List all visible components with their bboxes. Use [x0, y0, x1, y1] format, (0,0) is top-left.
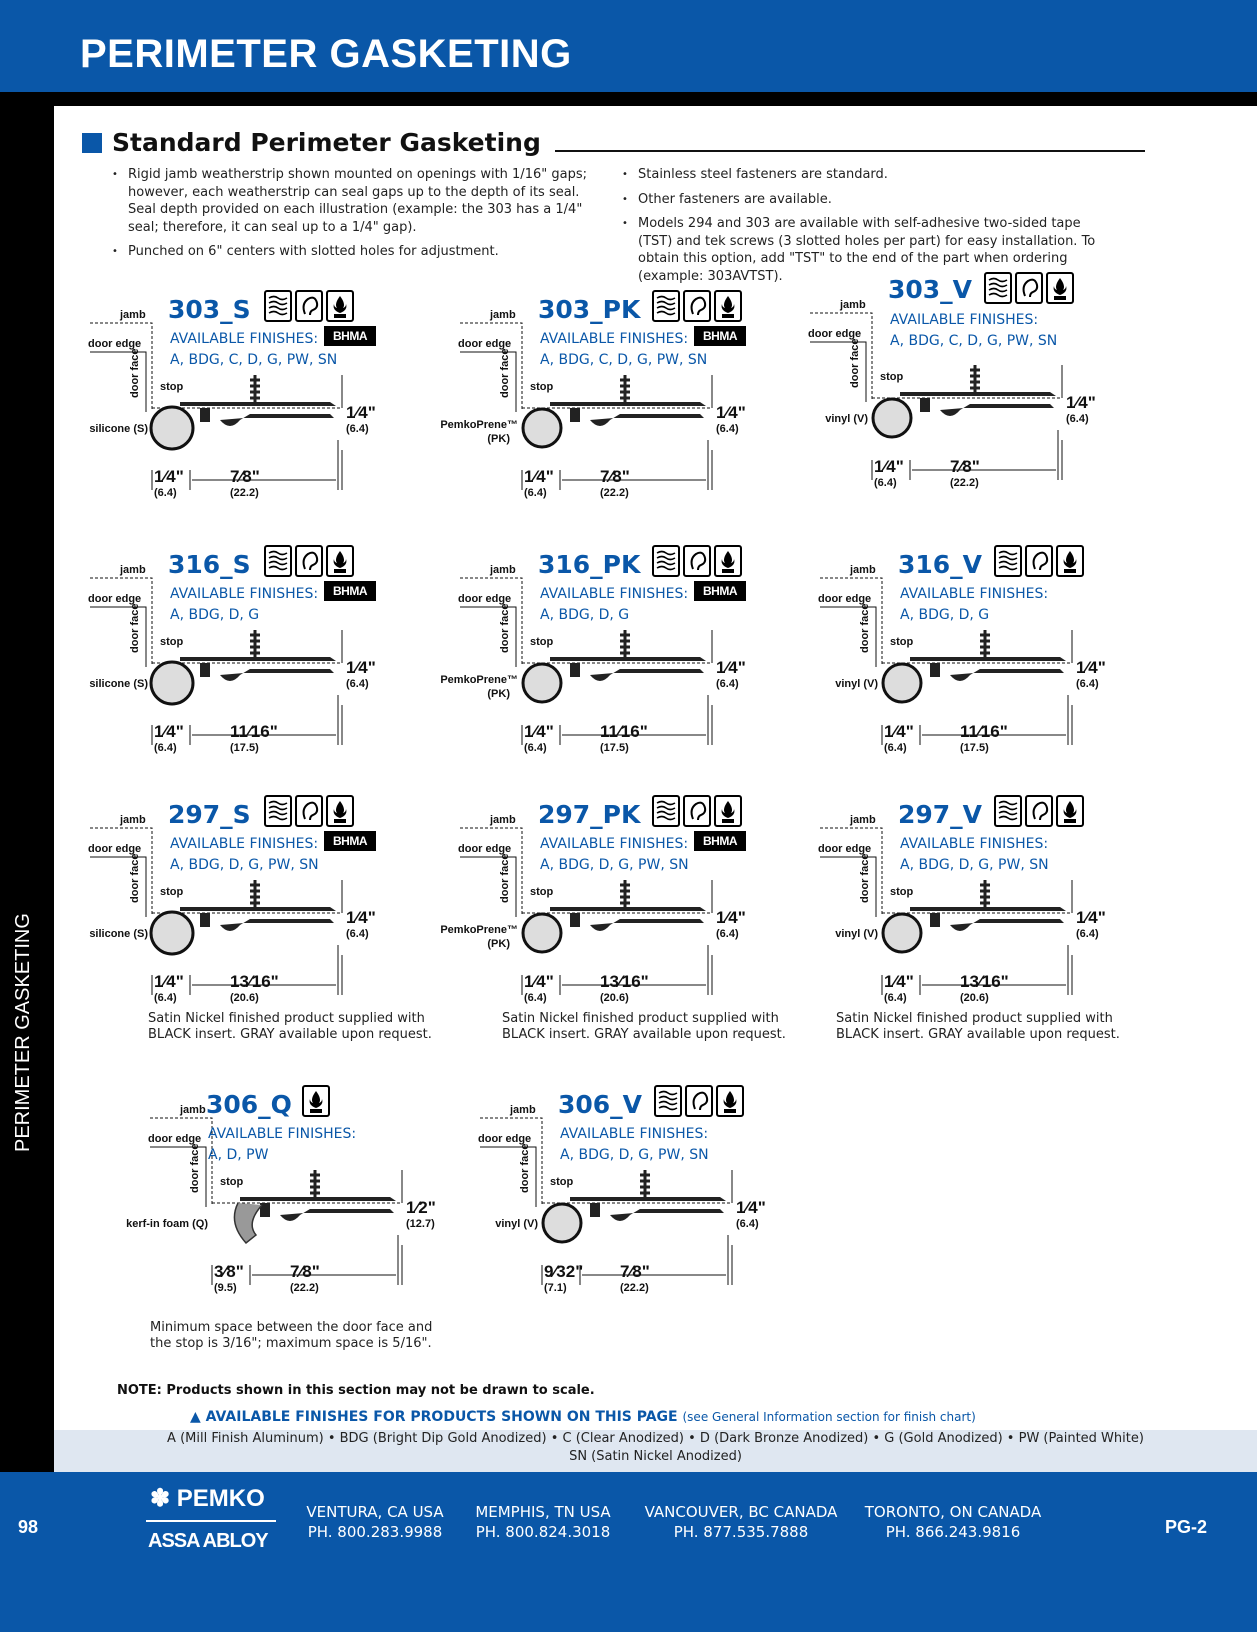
label-insert: (PK): [487, 938, 510, 950]
dimension-mm: (6.4): [1076, 678, 1099, 690]
certification-badges: [994, 545, 1084, 577]
available-finishes-list: A, BDG, D, G, PW, SN: [170, 857, 319, 873]
sound-rated-icon: [1025, 795, 1053, 827]
bhma-certified-logo: BHMA: [694, 831, 746, 851]
dimension-fraction: 1⁄4": [874, 457, 904, 476]
sidebar: [0, 92, 54, 1532]
section-page-code: PG-2: [1165, 1517, 1208, 1537]
label-door-edge: door edge: [458, 338, 512, 350]
gasket-profile-drawing: [440, 795, 810, 1035]
available-finishes-label: AVAILABLE FINISHES:: [560, 1126, 709, 1142]
label-insert: (PK): [487, 433, 510, 445]
product-card-306-v: [470, 1085, 830, 1325]
dimension-mm: (6.4): [524, 742, 547, 754]
dimension-mm: (22.2): [600, 487, 629, 499]
available-finishes-label: AVAILABLE FINISHES:: [170, 586, 319, 602]
dimension-fraction: 11⁄16": [230, 722, 278, 741]
fire-rated-icon: [326, 290, 354, 322]
product-card-303-v: [800, 275, 1160, 520]
sound-rated-icon: [1015, 272, 1043, 304]
label-jamb: jamb: [120, 564, 146, 576]
min-space-note: Minimum space between the door face and the stop is 3/16"; maximum space is 5/16".: [150, 1320, 433, 1351]
label-door-edge: door edge: [148, 1133, 202, 1145]
label-insert: silicone (S): [89, 928, 148, 940]
office-toronto: TORONTO, ON CANADA PH. 866.243.9816: [864, 1503, 1042, 1541]
dimension-fraction: 1⁄4": [1066, 393, 1096, 412]
label-insert: vinyl (V): [835, 928, 878, 940]
label-stop: stop: [160, 886, 184, 898]
label-door-edge: door edge: [808, 328, 862, 340]
section-title: Standard Perimeter Gasketing: [82, 128, 541, 157]
available-finishes-label: AVAILABLE FINISHES:: [540, 586, 689, 602]
dimension-fraction: 1⁄4": [524, 972, 554, 991]
available-finishes-list: A, BDG, D, G: [170, 607, 260, 623]
sound-rated-icon: [683, 290, 711, 322]
air-infiltration-icon: [984, 272, 1012, 304]
model-number: 303_S: [168, 295, 251, 324]
available-finishes-list: A, D, PW: [208, 1147, 269, 1163]
dimension-mm: (20.6): [230, 992, 259, 1004]
pemko-logo: ✽ PEMKO: [150, 1485, 265, 1512]
model-number: 306_V: [558, 1090, 643, 1119]
page-title: PERIMETER GASKETING: [80, 32, 572, 76]
certification-badges: [302, 1085, 330, 1117]
dimension-mm: (6.4): [346, 678, 369, 690]
sound-rated-icon: [295, 290, 323, 322]
label-door-face: door face: [129, 348, 141, 398]
fire-rated-icon: [326, 795, 354, 827]
dimension-mm: (6.4): [346, 423, 369, 435]
gasket-profile-drawing: [470, 1085, 830, 1325]
air-infiltration-icon: [654, 1085, 682, 1117]
dimension-mm: (17.5): [230, 742, 259, 754]
dimension-mm: (22.2): [230, 487, 259, 499]
label-insert: vinyl (V): [825, 413, 868, 425]
air-infiltration-icon: [994, 795, 1022, 827]
label-stop: stop: [890, 636, 914, 648]
certification-badges: [264, 795, 354, 827]
product-card-306-q: [110, 1085, 470, 1325]
header-divider: [0, 92, 1257, 106]
product-card-303-s: [80, 290, 440, 530]
fire-rated-icon: [716, 1085, 744, 1117]
label-insert: kerf-in foam (Q): [126, 1218, 208, 1230]
office-vancouver: VANCOUVER, BC CANADA PH. 877.535.7888: [644, 1503, 838, 1541]
dimension-mm: (22.2): [620, 1282, 649, 1294]
finish-legend-line: SN (Satin Nickel Anodized): [569, 1449, 742, 1464]
dimension-mm: (6.4): [874, 477, 897, 489]
certification-badges: [264, 290, 354, 322]
dimension-fraction: 7⁄8": [950, 457, 980, 476]
bhma-certified-logo: BHMA: [694, 326, 746, 346]
gasket-profile-drawing: [440, 545, 810, 785]
bhma-certified-logo: BHMA: [694, 581, 746, 601]
fire-rated-icon: [326, 545, 354, 577]
dimension-fraction: 1⁄4": [716, 908, 746, 927]
model-number: 306_Q: [206, 1090, 292, 1119]
product-card-297-v: [810, 795, 1170, 1035]
available-finishes-label: AVAILABLE FINISHES:: [900, 586, 1049, 602]
dimension-mm: (6.4): [524, 992, 547, 1004]
dimension-fraction: 11⁄16": [960, 722, 1008, 741]
label-jamb: jamb: [850, 564, 876, 576]
gasket-profile-drawing: [80, 795, 440, 1035]
available-finishes-label: AVAILABLE FINISHES:: [170, 836, 319, 852]
dimension-fraction: 1⁄4": [1076, 908, 1106, 927]
label-door-edge: door edge: [88, 338, 142, 350]
product-card-303-pk: [440, 290, 810, 530]
dimension-fraction: 7⁄8": [620, 1262, 650, 1281]
label-door-face: door face: [499, 853, 511, 903]
label-insert: silicone (S): [89, 423, 148, 435]
air-infiltration-icon: [652, 290, 680, 322]
page-footer: [0, 1472, 1257, 1632]
label-stop: stop: [880, 371, 904, 383]
model-number: 303_PK: [538, 295, 641, 324]
certification-badges: [654, 1085, 744, 1117]
dimension-mm: (9.5): [214, 1282, 237, 1294]
label-stop: stop: [160, 636, 184, 648]
available-finishes-label: AVAILABLE FINISHES:: [170, 331, 319, 347]
label-jamb: jamb: [490, 814, 516, 826]
dimension-fraction: 13⁄16": [600, 972, 649, 991]
dimension-mm: (6.4): [716, 928, 739, 940]
certification-badges: [984, 272, 1074, 304]
bullets-left: [112, 166, 592, 268]
label-door-edge: door edge: [458, 843, 512, 855]
dimension-fraction: 1⁄4": [154, 467, 184, 486]
dimension-mm: (6.4): [716, 423, 739, 435]
fire-rated-icon: [714, 795, 742, 827]
dimension-fraction: 13⁄16": [960, 972, 1009, 991]
label-insert: vinyl (V): [495, 1218, 538, 1230]
sound-rated-icon: [295, 545, 323, 577]
label-jamb: jamb: [850, 814, 876, 826]
certification-badges: [652, 795, 742, 827]
dimension-fraction: 7⁄8": [230, 467, 260, 486]
sound-rated-icon: [683, 545, 711, 577]
dimension-fraction: 3⁄8": [214, 1262, 244, 1281]
label-insert: PemkoPrene™: [440, 674, 518, 686]
model-number: 316_PK: [538, 550, 641, 579]
dimension-fraction: 7⁄8": [600, 467, 630, 486]
certification-badges: [652, 290, 742, 322]
section-square-icon: [82, 133, 102, 153]
label-jamb: jamb: [510, 1104, 536, 1116]
available-finishes-list: A, BDG, D, G: [900, 607, 990, 623]
finish-legend-title: ▲ AVAILABLE FINISHES FOR PRODUCTS SHOWN ON THIS PAGE (see General Information section for finish chart): [190, 1409, 976, 1425]
dimension-fraction: 1⁄4": [346, 908, 376, 927]
certification-badges: [994, 795, 1084, 827]
label-door-face: door face: [129, 603, 141, 653]
label-insert: vinyl (V): [835, 678, 878, 690]
fire-rated-icon: [302, 1085, 330, 1117]
fire-rated-icon: [1056, 795, 1084, 827]
dimension-mm: (12.7): [406, 1218, 435, 1230]
label-insert: PemkoPrene™: [440, 924, 518, 936]
certification-badges: [264, 545, 354, 577]
bullet-item: • Models 294 and 303 are available with self-adhesive two-sided tape (TST) and tek screws (3 slotted holes per part) for easy installation. To obtain this option, add "TST" to the end of the part when ordering (example: 303AVTST).: [622, 215, 1112, 285]
available-finishes-list: A, BDG, C, D, G, PW, SN: [890, 333, 1058, 349]
label-door-face: door face: [499, 348, 511, 398]
label-door-edge: door edge: [88, 593, 142, 605]
dimension-fraction: 13⁄16": [230, 972, 279, 991]
label-jamb: jamb: [490, 564, 516, 576]
available-finishes-list: A, BDG, C, D, G, PW, SN: [170, 352, 338, 368]
dimension-mm: (6.4): [716, 678, 739, 690]
label-stop: stop: [530, 381, 554, 393]
available-finishes-list: A, BDG, D, G, PW, SN: [540, 857, 689, 873]
dimension-fraction: 1⁄4": [716, 658, 746, 677]
label-jamb: jamb: [120, 814, 146, 826]
label-stop: stop: [890, 886, 914, 898]
dimension-fraction: 1⁄4": [1076, 658, 1106, 677]
finish-legend: [54, 1430, 1257, 1472]
sound-rated-icon: [683, 795, 711, 827]
gasket-profile-drawing: [80, 290, 440, 530]
label-stop: stop: [530, 886, 554, 898]
label-jamb: jamb: [120, 309, 146, 321]
dimension-mm: (7.1): [544, 1282, 567, 1294]
dimension-fraction: 1⁄4": [524, 467, 554, 486]
bhma-certified-logo: BHMA: [324, 581, 376, 601]
label-jamb: jamb: [490, 309, 516, 321]
dimension-mm: (6.4): [154, 742, 177, 754]
finish-legend-line: A (Mill Finish Aluminum) • BDG (Bright Dip Gold Anodized) • C (Clear Anodized) • D (Dark Bronze Anodized) • G (Gold Anodized) • PW (Painted White): [167, 1431, 1144, 1446]
dimension-mm: (6.4): [154, 992, 177, 1004]
air-infiltration-icon: [264, 545, 292, 577]
model-number: 297_V: [898, 800, 983, 829]
section-rule: [555, 150, 1145, 152]
dimension-mm: (22.2): [950, 477, 979, 489]
available-finishes-list: A, BDG, D, G, PW, SN: [560, 1147, 709, 1163]
dimension-mm: (6.4): [1076, 928, 1099, 940]
air-infiltration-icon: [994, 545, 1022, 577]
product-card-297-s: [80, 795, 440, 1035]
satin-note: Satin Nickel finished product supplied with BLACK insert. GRAY available upon request.: [148, 1011, 432, 1042]
label-door-face: door face: [499, 603, 511, 653]
label-stop: stop: [530, 636, 554, 648]
available-finishes-label: AVAILABLE FINISHES:: [900, 836, 1049, 852]
label-insert: PemkoPrene™: [440, 419, 518, 431]
satin-note: Satin Nickel finished product supplied with BLACK insert. GRAY available upon request.: [836, 1011, 1120, 1042]
label-jamb: jamb: [840, 299, 866, 311]
gasket-profile-drawing: [810, 795, 1170, 1035]
dimension-mm: (6.4): [524, 487, 547, 499]
air-infiltration-icon: [652, 795, 680, 827]
certification-badges: [652, 545, 742, 577]
dimension-mm: (6.4): [346, 928, 369, 940]
dimension-fraction: 1⁄4": [346, 403, 376, 422]
product-card-316-v: [810, 545, 1170, 785]
fire-rated-icon: [714, 545, 742, 577]
gasket-profile-drawing: [80, 545, 440, 785]
available-finishes-list: A, BDG, D, G, PW, SN: [900, 857, 1049, 873]
model-number: 316_V: [898, 550, 983, 579]
dimension-fraction: 1⁄4": [884, 972, 914, 991]
dimension-fraction: 1⁄4": [716, 403, 746, 422]
label-jamb: jamb: [180, 1104, 206, 1116]
page-number: 98: [18, 1517, 39, 1537]
dimension-mm: (22.2): [290, 1282, 319, 1294]
dimension-mm: (6.4): [736, 1218, 759, 1230]
bhma-certified-logo: BHMA: [324, 831, 376, 851]
fire-rated-icon: [1046, 272, 1074, 304]
model-number: 297_PK: [538, 800, 641, 829]
available-finishes-label: AVAILABLE FINISHES:: [208, 1126, 357, 1142]
label-door-edge: door edge: [458, 593, 512, 605]
dimension-mm: (17.5): [960, 742, 989, 754]
dimension-mm: (6.4): [884, 992, 907, 1004]
dimension-fraction: 1⁄4": [524, 722, 554, 741]
label-stop: stop: [550, 1176, 574, 1188]
dimension-fraction: 1⁄4": [736, 1198, 766, 1217]
model-number: 303_V: [888, 275, 973, 304]
dimension-fraction: 11⁄16": [600, 722, 648, 741]
product-card-297-pk: [440, 795, 810, 1035]
dimension-fraction: 1⁄4": [154, 972, 184, 991]
office-ventura: VENTURA, CA USA PH. 800.283.9988: [306, 1503, 444, 1541]
dimension-mm: (6.4): [884, 742, 907, 754]
product-card-316-s: [80, 545, 440, 785]
dimension-mm: (20.6): [960, 992, 989, 1004]
label-door-edge: door edge: [818, 843, 872, 855]
label-door-face: door face: [859, 603, 871, 653]
assa-abloy-logo: ASSA ABLOY: [148, 1530, 268, 1552]
gasket-profile-drawing: [810, 545, 1170, 785]
scale-note: NOTE: Products shown in this section may not be drawn to scale.: [117, 1383, 595, 1398]
label-door-face: door face: [129, 853, 141, 903]
model-number: 316_S: [168, 550, 251, 579]
gasket-profile-drawing: [440, 290, 810, 530]
dimension-fraction: 9⁄32": [544, 1262, 584, 1281]
product-card-316-pk: [440, 545, 810, 785]
available-finishes-list: A, BDG, C, D, G, PW, SN: [540, 352, 708, 368]
label-stop: stop: [220, 1176, 244, 1188]
dimension-fraction: 1⁄4": [154, 722, 184, 741]
model-number: 297_S: [168, 800, 251, 829]
air-infiltration-icon: [652, 545, 680, 577]
available-finishes-list: A, BDG, D, G: [540, 607, 630, 623]
label-door-face: door face: [859, 853, 871, 903]
bullet-item: • Rigid jamb weatherstrip shown mounted on openings with 1/16" gaps; however, each weatherstrip can seal gaps up to the depth of its seal. Seal depth provided on each illustration (example: the 303 has a 1/4" seal; therefore, it can seal up to a 1/4" gap).: [112, 166, 592, 236]
label-door-face: door face: [849, 338, 861, 388]
page-header: [0, 0, 1257, 92]
sidebar-label: PERIMETER GASKETING: [12, 913, 34, 1152]
dimension-mm: (6.4): [1066, 413, 1089, 425]
dimension-fraction: 1⁄4": [346, 658, 376, 677]
label-door-face: door face: [189, 1143, 201, 1193]
air-infiltration-icon: [264, 290, 292, 322]
sound-rated-icon: [1025, 545, 1053, 577]
bullet-item: • Stainless steel fasteners are standard.: [622, 166, 1112, 184]
dimension-mm: (17.5): [600, 742, 629, 754]
gasket-profile-drawing: [110, 1085, 470, 1325]
label-door-edge: door edge: [818, 593, 872, 605]
dimension-mm: (6.4): [154, 487, 177, 499]
label-stop: stop: [160, 381, 184, 393]
available-finishes-label: AVAILABLE FINISHES:: [890, 312, 1039, 328]
sound-rated-icon: [295, 795, 323, 827]
available-finishes-label: AVAILABLE FINISHES:: [540, 836, 689, 852]
dimension-fraction: 7⁄8": [290, 1262, 320, 1281]
label-door-edge: door edge: [88, 843, 142, 855]
label-insert: silicone (S): [89, 678, 148, 690]
bullet-item: • Other fasteners are available.: [622, 191, 1112, 209]
bullet-item: • Punched on 6" centers with slotted holes for adjustment.: [112, 243, 592, 261]
dimension-mm: (20.6): [600, 992, 629, 1004]
available-finishes-label: AVAILABLE FINISHES:: [540, 331, 689, 347]
dimension-fraction: 1⁄4": [884, 722, 914, 741]
label-insert: (PK): [487, 688, 510, 700]
sound-rated-icon: [685, 1085, 713, 1117]
office-memphis: MEMPHIS, TN USA PH. 800.824.3018: [475, 1503, 611, 1541]
fire-rated-icon: [714, 290, 742, 322]
label-door-edge: door edge: [478, 1133, 532, 1145]
air-infiltration-icon: [264, 795, 292, 827]
logo-divider: [146, 1520, 276, 1522]
fire-rated-icon: [1056, 545, 1084, 577]
satin-note: Satin Nickel finished product supplied with BLACK insert. GRAY available upon request.: [502, 1011, 786, 1042]
bhma-certified-logo: BHMA: [324, 326, 376, 346]
dimension-fraction: 1⁄2": [406, 1198, 436, 1217]
label-door-face: door face: [519, 1143, 531, 1193]
